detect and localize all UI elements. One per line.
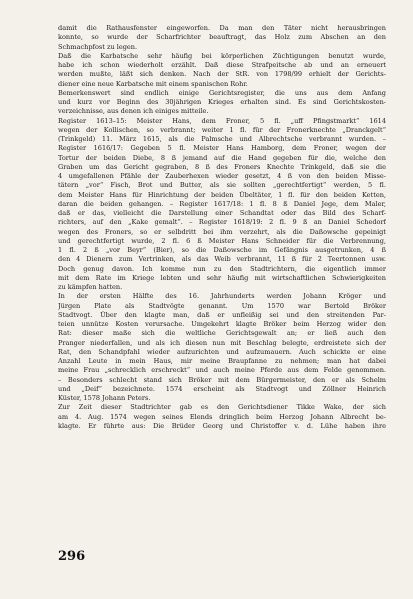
text-line: und kurz vor Beginn des 30jährigen Krieges erhalten sind. Es sind Gerichtskosten- xyxy=(58,98,386,106)
text-line: Rat: dieser maße sich die weltliche Gerichtsgewalt an; er ließ auch den xyxy=(58,329,386,338)
text-line: 4 umgefallenen Pfähle der Zauberhexen wieder gesetzt, 4 ß von den beiden Misse- xyxy=(58,172,386,180)
text-line: Anzahl Leute in mein Haus, mir meine Braupfanne zu nehmen; man hat dabei xyxy=(58,357,386,365)
text-line: Bemerkenswert sind endlich einige Gerichtsregister, die uns aus dem Anfang xyxy=(58,88,386,97)
text-line: Schmachpfost zu legen. xyxy=(58,42,138,51)
text-line: den 4 Dienern zum Vertrinken, als das Weib verbrannt, 11 ß für 2 Teertonnen usw. xyxy=(58,255,386,264)
text-line: teien unnütze Kosten verursache. Umgekehrt klagte Bröker beim Herzog wider den xyxy=(58,320,386,328)
text-line: – Besonders schlecht stand sich Bröker mit dem Bürgermeister, den er als Schelm xyxy=(58,375,386,384)
text-line: mit dem Rate im Kriege lebten und sehr häufig mit wirtschaftlichen Schwierigkeiten xyxy=(58,273,386,282)
text-line: Register 1616/17: Gegeben 5 fl. Meister Hans Hamborg, dem Froner, wegen der xyxy=(58,144,386,153)
text-line: und gerechtfertigt wurde, 2 fl. 6 ß Meister Hans Schneider für die Verbrennung, xyxy=(58,236,386,245)
text-line: und „Deif“ bezeichnete. 1574 erscheint als Stadtvogt und Zöllner Heinrich xyxy=(58,384,386,393)
text-line: diener eine neue Karbatsche mit einem spanischen Rohr. xyxy=(58,79,248,88)
text-line: damit die Rathausfenster eingeworfen. Da man den Täter nicht herausbringen xyxy=(58,24,386,32)
text-line: meine Frau „schrecklich erschreckt“ und auch meine Pferde aus dem Felde genommen. xyxy=(58,366,386,375)
text-line: Stadtvogt. Über den klagte man, daß er unfleißig sei und den streitenden Par- xyxy=(58,310,386,319)
text-line: Pranger niederfallen, und als ich diesen nun mit Beschlag belegte, erdreistete sich der xyxy=(58,338,386,347)
text-line: werden mußte, läßt sich denken. Nach der StR. von 1798/99 erhielt der Gerichts- xyxy=(58,70,386,79)
text-line: habe ich schon wiederholt erzählt. Daß diese Strafpeitsche ab und an erneuert xyxy=(58,61,386,69)
text-line: Daß die Karbatsche sehr häufig bei körperlichen Züchtigungen benutzt wurde, xyxy=(58,51,386,60)
text-line: Küster, 1578 Johann Peters. xyxy=(58,394,151,402)
text-line: verzeichnisse, aus denen ich einiges mitteile. xyxy=(58,107,209,116)
text-line: Rat, den Schandpfahl wieder aufzurichten und aufzumauern. Auch schickte er eine xyxy=(58,347,386,356)
text-line: Tortur der beiden Diebe, 8 ß jemand auf die Hand gegeben für die, welche den xyxy=(58,153,386,162)
text-line: wegen der Kollischen, so verbrannt; weiter 1 fl. für der Fronerknechte „Dranckgelt“ xyxy=(58,125,386,134)
text-line: dem Meister Hans für Hinrichtung der beiden Übeltäter, 1 fl. für den beiden Ketten, xyxy=(58,190,386,199)
text-line: (Trinkgeld) 11. März 1615, als die Palmsche und Albrechtsche verbrannt wurden. – xyxy=(58,135,386,143)
text-line: wegen des Froners, so er selbdritt bei ihm verzehrt, als die Daßowsche gepeinigt xyxy=(58,227,386,236)
text-line: Register 1613–15: Meister Hans, dem Froner, 5 fl. „uff Pfingstmarkt“ 1614 xyxy=(58,116,386,125)
text-line: Jürgen Plate als Stadtvögte genannt. Um 1570 war Bertold Bröker xyxy=(58,301,386,310)
text-line: am 4. Aug. 1574 wegen seines Elends dringlich beim Herzog Johann Albrecht be- xyxy=(58,412,386,421)
text-line: klagte. Er führte aus: Die Brüder Georg und Christoffer v. d. Lühe haben ihre xyxy=(58,421,386,430)
text-line: tätern „vor“ Fisch, Brot und Butter, als sie sollten „gerechtfertigt“ werden, 5 fl. xyxy=(58,181,386,190)
text-line: In der ersten Hälfte des 16. Jahrhunderts werden Johann Kröger und xyxy=(58,292,386,301)
text-line: konnte, so wurde der Scharfrichter beauftragt, das Holz zum Abschen an den xyxy=(58,33,386,42)
text-line: Graben um das Gericht gegraben, 8 ß des Froners Knechte Trinkgeld, daß sie die xyxy=(58,162,386,171)
page-number: 296 xyxy=(58,549,86,564)
text-line: Doch genug davon. Ich komme nun zu den Stadtrichtern, die eigentlich immer xyxy=(58,264,386,273)
body-text xyxy=(58,24,386,431)
text-line: daran die beiden gehangen. – Register 1617/18: 1 fl. 8 ß Daniel Jege, dem Maler, xyxy=(58,199,386,208)
text-line: richters, auf den „Kake gemalt“. – Register 1618/19: 2 fl. 9 ß an Daniel Schedorf xyxy=(58,218,386,227)
text-line: 1 fl. 2 ß „vor Beyr“ (Bier), so die Daßowsche im Gefängnis ausgetrunken, 4 ß xyxy=(58,246,386,254)
text-line: zu kämpfen hatten. xyxy=(58,283,123,291)
text-line: daß er das, vielleicht die Darstellung einer Schandtat oder das Bild des Scharf- xyxy=(58,209,386,217)
text-line: Zur Zeit dieser Stadtrichter gab es den Gerichtsdiener Tikke Wake, der sich xyxy=(58,403,386,412)
